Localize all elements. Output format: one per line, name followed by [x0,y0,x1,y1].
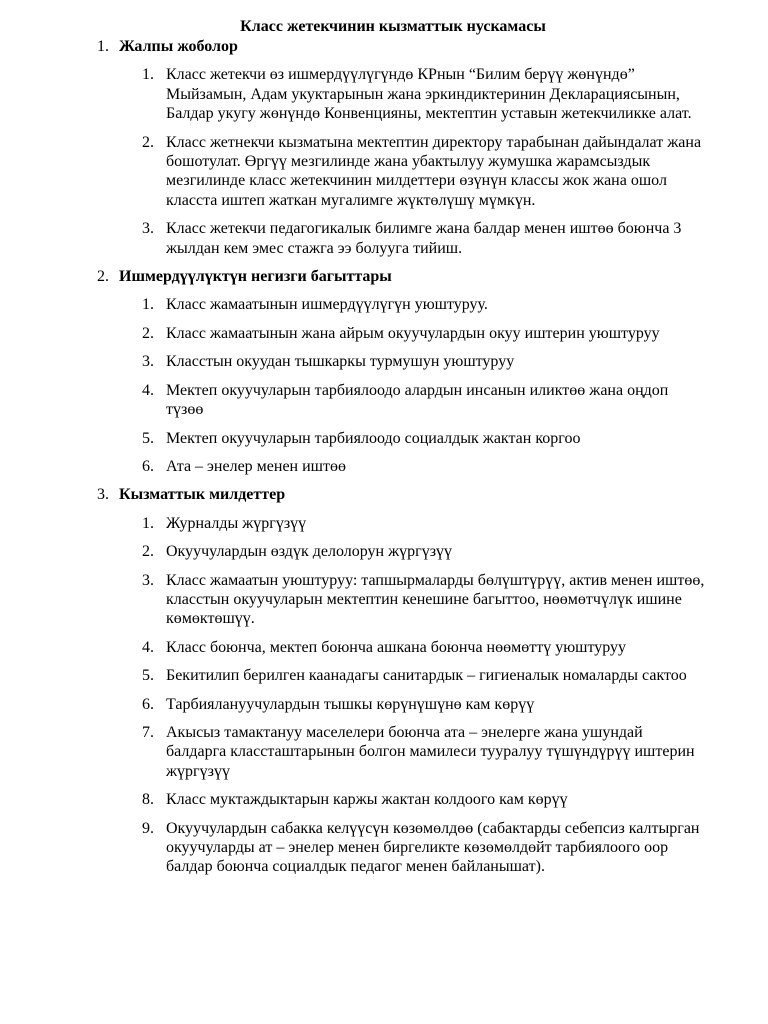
item-list [119,514,719,877]
item-number: 8. [142,791,154,809]
item-text: Класстын окуудан тышкаркы турмушун уюштуруу [166,353,515,371]
list-item [119,429,719,448]
list-item [119,352,719,371]
list-item [119,219,719,258]
list-item [119,295,719,314]
list-item [119,133,719,211]
item-number: 4. [142,638,154,656]
section-heading-text: Кызматтык милдеттер [119,486,286,504]
list-item [119,514,719,533]
list-item [119,638,719,657]
item-text: Класс муктаждыктарын каржы жактан колдоого кам көрүү [166,791,568,809]
item-number: 1. [142,296,154,314]
item-text: Класс жетекчи педагогикалык билимге жана балдар менен иштөө боюнча 3 жылдан кем эмес стажга ээ болууга тийиш. [166,220,682,257]
section [97,485,719,877]
item-text: Журналды жүргүзүү [166,514,307,532]
list-item [119,571,719,629]
section-heading [97,485,719,504]
list-item [119,381,719,420]
item-text: Класс жетнекчи кызматына мектептин директору тарабынан дайындалат жана бошотулат. Өргүү мезгилинде жана убактылуу жумушка жарамсыздык мезгилинде класс жетекчинин милдеттери өзүнүн классы жок жана ошол класста иштеп жаткан мугалимге жүктөлүшү мүмкүн. [166,133,702,209]
item-number: 3. [142,353,154,371]
section-heading-text: Ишмердүүлүктүн негизги багыттары [119,268,392,286]
item-number: 7. [142,723,154,741]
list-item [119,666,719,685]
item-number: 6. [142,457,154,475]
item-number: 2. [142,324,154,342]
list-item [119,65,719,123]
list-item [119,457,719,476]
list-item [119,723,719,781]
item-text: Бекитилип берилген каанадагы санитардык – гигиеналык номаларды сактоо [166,667,687,685]
list-item [119,695,719,714]
list-item [119,542,719,561]
item-list [119,65,719,258]
item-number: 3. [142,220,154,238]
item-list [119,295,719,476]
list-item [119,790,719,809]
section-number: 3. [97,486,109,504]
section [97,267,719,476]
item-text: Класс жамаатынын жана айрым окуучулардын окуу иштерин уюштуруу [166,324,660,342]
document-title: Класс жетекчинин кызматтык нускамасы [240,18,546,35]
item-text: Акысыз тамактануу маселелери боюнча ата – энелерге жана ушундай балдарга классташтарынын болгон мамилеси тууралуу түшүндүрүү иштерин жүргүзүү [166,723,695,780]
item-number: 3. [142,571,154,589]
item-text: Тарбиялануучулардын тышкы көрүнүшүнө кам көрүү [166,695,535,713]
item-text: Окуучулардын өздүк делолорун жүргүзүү [166,543,453,561]
section [97,37,719,258]
item-text: Мектеп окуучуларын тарбиялоодо социалдык жактан коргоо [166,429,581,447]
item-number: 4. [142,381,154,399]
list-item [119,324,719,343]
item-number: 5. [142,429,154,447]
section-heading [97,37,719,56]
item-text: Класс боюнча, мектеп боюнча ашкана боюнча нөөмөттү уюштуруу [166,638,627,656]
item-number: 2. [142,133,154,151]
item-number: 9. [142,819,154,837]
item-text: Класс жамаатынын ишмердүүлүгүн уюштуруу. [166,296,488,314]
section-heading [97,267,719,286]
list-item [119,819,719,877]
item-text: Ата – энелер менен иштөө [166,457,346,475]
item-text: Класс жетекчи өз ишмердүүлүгүндө КРнын “Билим берүү жөнүндө” Мыйзамын, Адам укуктарынын жана эркиндиктеринин Декларациясынын, Балдар укугу жөнүндө Конвенцияны, мектептин уставын жетекчиликке алат. [166,66,692,123]
item-number: 1. [142,66,154,84]
section-heading-text: Жалпы жоболор [119,38,238,55]
section-number: 1. [97,38,109,55]
item-text: Окуучулардын сабакка келүүсүн көзөмөлдөө (сабактарды себепсиз калтырган окуучуларды ат – энелер менен биргеликте көзөмөлдөйт тарбиялоого оор балдар боюнча социалдык педагог менен байланышат). [166,819,700,876]
item-number: 6. [142,695,154,713]
item-number: 5. [142,667,154,685]
section-list [97,37,719,886]
item-text: Класс жамаатын уюштуруу: тапшырмаларды бөлүштүрүү, актив менен иштөө, класстын окуучуларын мектептин кенешине багыттоо, нөөмөтчүлүк ишине көмөктөшүү. [166,571,705,628]
item-number: 2. [142,543,154,561]
item-text: Мектеп окуучуларын тарбиялоодо алардын инсанын иликтөө жана оңдоп түзөө [166,381,669,419]
item-number: 1. [142,514,154,532]
section-number: 2. [97,268,109,286]
